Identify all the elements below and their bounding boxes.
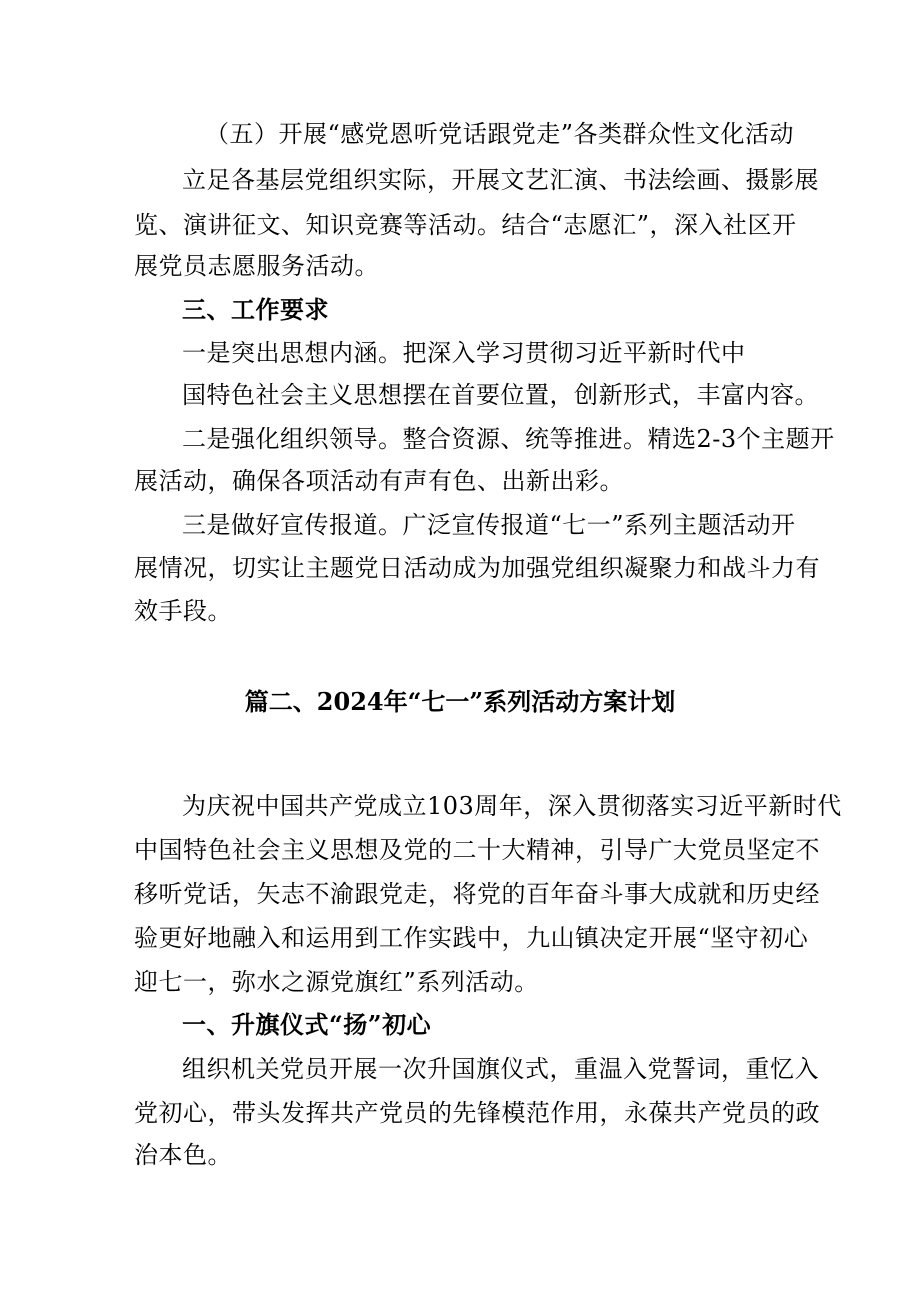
part-1-body-line-1: 组织机关党员开展一次升国旗仪式，重温入党誓词，重忆入 (182, 1055, 819, 1083)
intro-line-5: 迎七一，弥水之源党旗红”系列活动。 (134, 968, 539, 996)
requirements-heading: 三、工作要求 (182, 295, 329, 324)
item5-body-line-1: 立足各基层党组织实际，开展文艺汇演、书法绘画、摄影展 (182, 166, 819, 194)
part-1-heading: 一、升旗仪式“扬”初心 (182, 1010, 432, 1039)
item5-heading: （五）开展“感党恩听党话跟党走”各类群众性文化活动 (205, 120, 795, 148)
item5-body-line-2: 览、演讲征文、知识竞赛等活动。结合“志愿汇”，深入社区开 (134, 211, 797, 239)
part-1-body-line-3: 治本色。 (134, 1141, 232, 1169)
requirement-1-line-1: 一是突出思想内涵。把深入学习贯彻习近平新时代中 (182, 339, 746, 367)
requirement-3-line-2: 展情况，切实让主题党日活动成为加强党组织凝聚力和战斗力有 (134, 554, 820, 582)
intro-line-1: 为庆祝中国共产党成立103周年，深入贯彻落实习近平新时代 (182, 792, 842, 820)
intro-line-3: 移听党话，矢志不渝跟党走，将党的百年奋斗事大成就和历史经 (134, 880, 820, 908)
intro-line-4: 验更好地融入和运用到工作实践中，九山镇决定开展“坚守初心 (134, 924, 809, 952)
part-1-body-line-2: 党初心，带头发挥共产党员的先锋模范作用，永葆共产党员的政 (134, 1099, 820, 1127)
intro-line-2: 中国特色社会主义思想及党的二十大精神，引导广大党员坚定不 (134, 836, 820, 864)
requirement-2-line-2: 展活动，确保各项活动有声有色、出新出彩。 (134, 467, 624, 495)
item5-body-line-3: 展党员志愿服务活动。 (134, 252, 379, 280)
requirement-3-line-1: 三是做好宣传报道。广泛宣传报道“七一”系列主题活动开 (182, 511, 796, 539)
requirement-3-line-3: 效手段。 (134, 597, 232, 625)
requirement-2-line-1: 二是强化组织领导。整合资源、统等推进。精选2-3个主题开 (182, 425, 835, 453)
requirement-1-line-2: 国特色社会主义思想摆在首要位置，创新形式，丰富内容。 (182, 381, 819, 409)
section-2-title: 篇二、2024年“七一”系列活动方案计划 (244, 687, 676, 716)
